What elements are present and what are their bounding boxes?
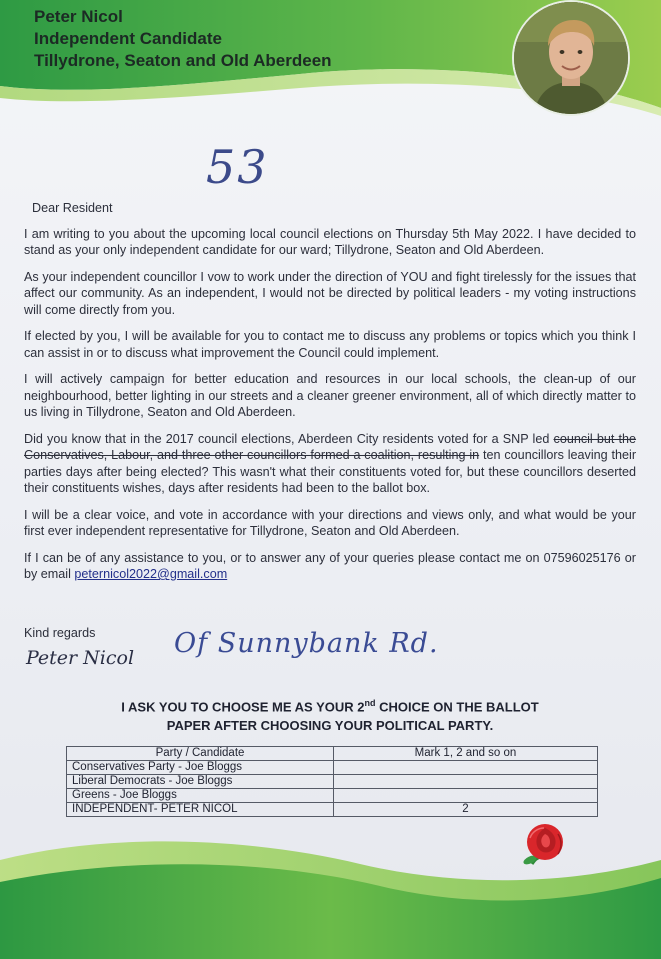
handwritten-number: 53 xyxy=(206,140,269,194)
ballot-party: INDEPENDENT- PETER NICOL xyxy=(67,803,334,817)
ballot-mark: 2 xyxy=(334,803,598,817)
paragraph-clear-voice: I will be a clear voice, and vote in accordance with your directions and views only, and what would be your first ever independent representative for Tillydrone, Seaton and Old Aberdeen. xyxy=(24,507,636,538)
ballot-party: Liberal Democrats - Joe Bloggs xyxy=(67,775,334,789)
ballot-mark xyxy=(334,775,598,789)
email-link[interactable]: peternicol2022@gmail.com xyxy=(74,567,228,581)
ask-line2: PAPER AFTER CHOOSING YOUR POLITICAL PARTY. xyxy=(166,718,494,734)
ask-line1-end: CHOICE ON THE BALLOT xyxy=(375,699,539,715)
closing: Kind regards xyxy=(24,626,96,640)
ballot-party: Greens - Joe Bloggs xyxy=(67,789,334,803)
paragraph-intro: I am writing to you about the upcoming local council elections on Thursday 5th May 2022. I have decided to stand as your only independent candidate for our ward; Tillydrone, Seaton and Old Aberdeen. xyxy=(24,226,636,257)
paragraph-campaign: I will actively campaign for better education and resources in our local schools, the clean-up of our neighbourhood, better lighting in our streets and a cleaner greener environment, all of which directly matter to us living in Tillydrone, Seaton and Old Aberdeen. xyxy=(24,372,636,419)
rose-icon xyxy=(518,820,572,868)
ballot-header-mark: Mark 1, 2 and so on xyxy=(334,747,598,761)
ballot-header-row xyxy=(67,747,598,761)
contact-text: If I can be of any assistance to you, or to answer any of your queries please contact me on 07596025176 or by email xyxy=(24,550,636,581)
table-row xyxy=(67,789,598,803)
greeting: Dear Resident xyxy=(32,201,113,215)
ask-line1: I ASK YOU TO CHOOSE ME AS YOUR 2 xyxy=(121,699,365,715)
paragraph-availability: If elected by you, I will be available for you to contact me to discuss any problems or topics which you think I can assist in or to discuss what improvement the Council could implement. xyxy=(24,329,636,360)
table-row xyxy=(67,803,598,817)
signature: Peter Nicol xyxy=(26,647,135,669)
p5-line-a: Did you know that in the 2017 council elections, Aberdeen City residents voted for a SNP led xyxy=(24,431,550,446)
ask-sup: nd xyxy=(364,698,376,708)
ballot-header-party: Party / Candidate xyxy=(67,747,334,761)
candidate-role: Independent Candidate xyxy=(34,29,222,48)
ballot-table xyxy=(66,746,598,817)
paragraph-contact xyxy=(24,550,636,583)
paragraph-vow: As your independent councillor I vow to work under the direction of YOU and fight tirelessly for the issues that affect our community. As an independent, I would not be directed by political leaders - my voting instructions will come directly from you. xyxy=(24,269,636,317)
p5-line-b: council but the Conservatives, Labour, and three other councillors formed a coalition, resulting in xyxy=(24,431,637,462)
header-text xyxy=(34,6,332,72)
letter-body xyxy=(24,200,636,593)
ballot-mark xyxy=(334,789,598,803)
candidate-ward: Tillydrone, Seaton and Old Aberdeen xyxy=(34,51,332,70)
candidate-name: Peter Nicol xyxy=(34,7,123,26)
paragraph-2017-elections xyxy=(24,431,636,497)
ballot-party: Conservatives Party - Joe Bloggs xyxy=(67,761,334,775)
p5-line-c: ten councillors leaving their parties days after being elected? This wasn't what their constituents voted for, but these councillors deserted their constituents wishes, days after residents had been to the ballot box. xyxy=(24,448,637,495)
table-row xyxy=(67,761,598,775)
handwritten-address: Of Sunnybank Rd. xyxy=(174,628,439,659)
table-row xyxy=(67,775,598,789)
ballot-mark xyxy=(334,761,598,775)
ballot-request xyxy=(80,694,580,735)
candidate-portrait xyxy=(514,2,628,114)
